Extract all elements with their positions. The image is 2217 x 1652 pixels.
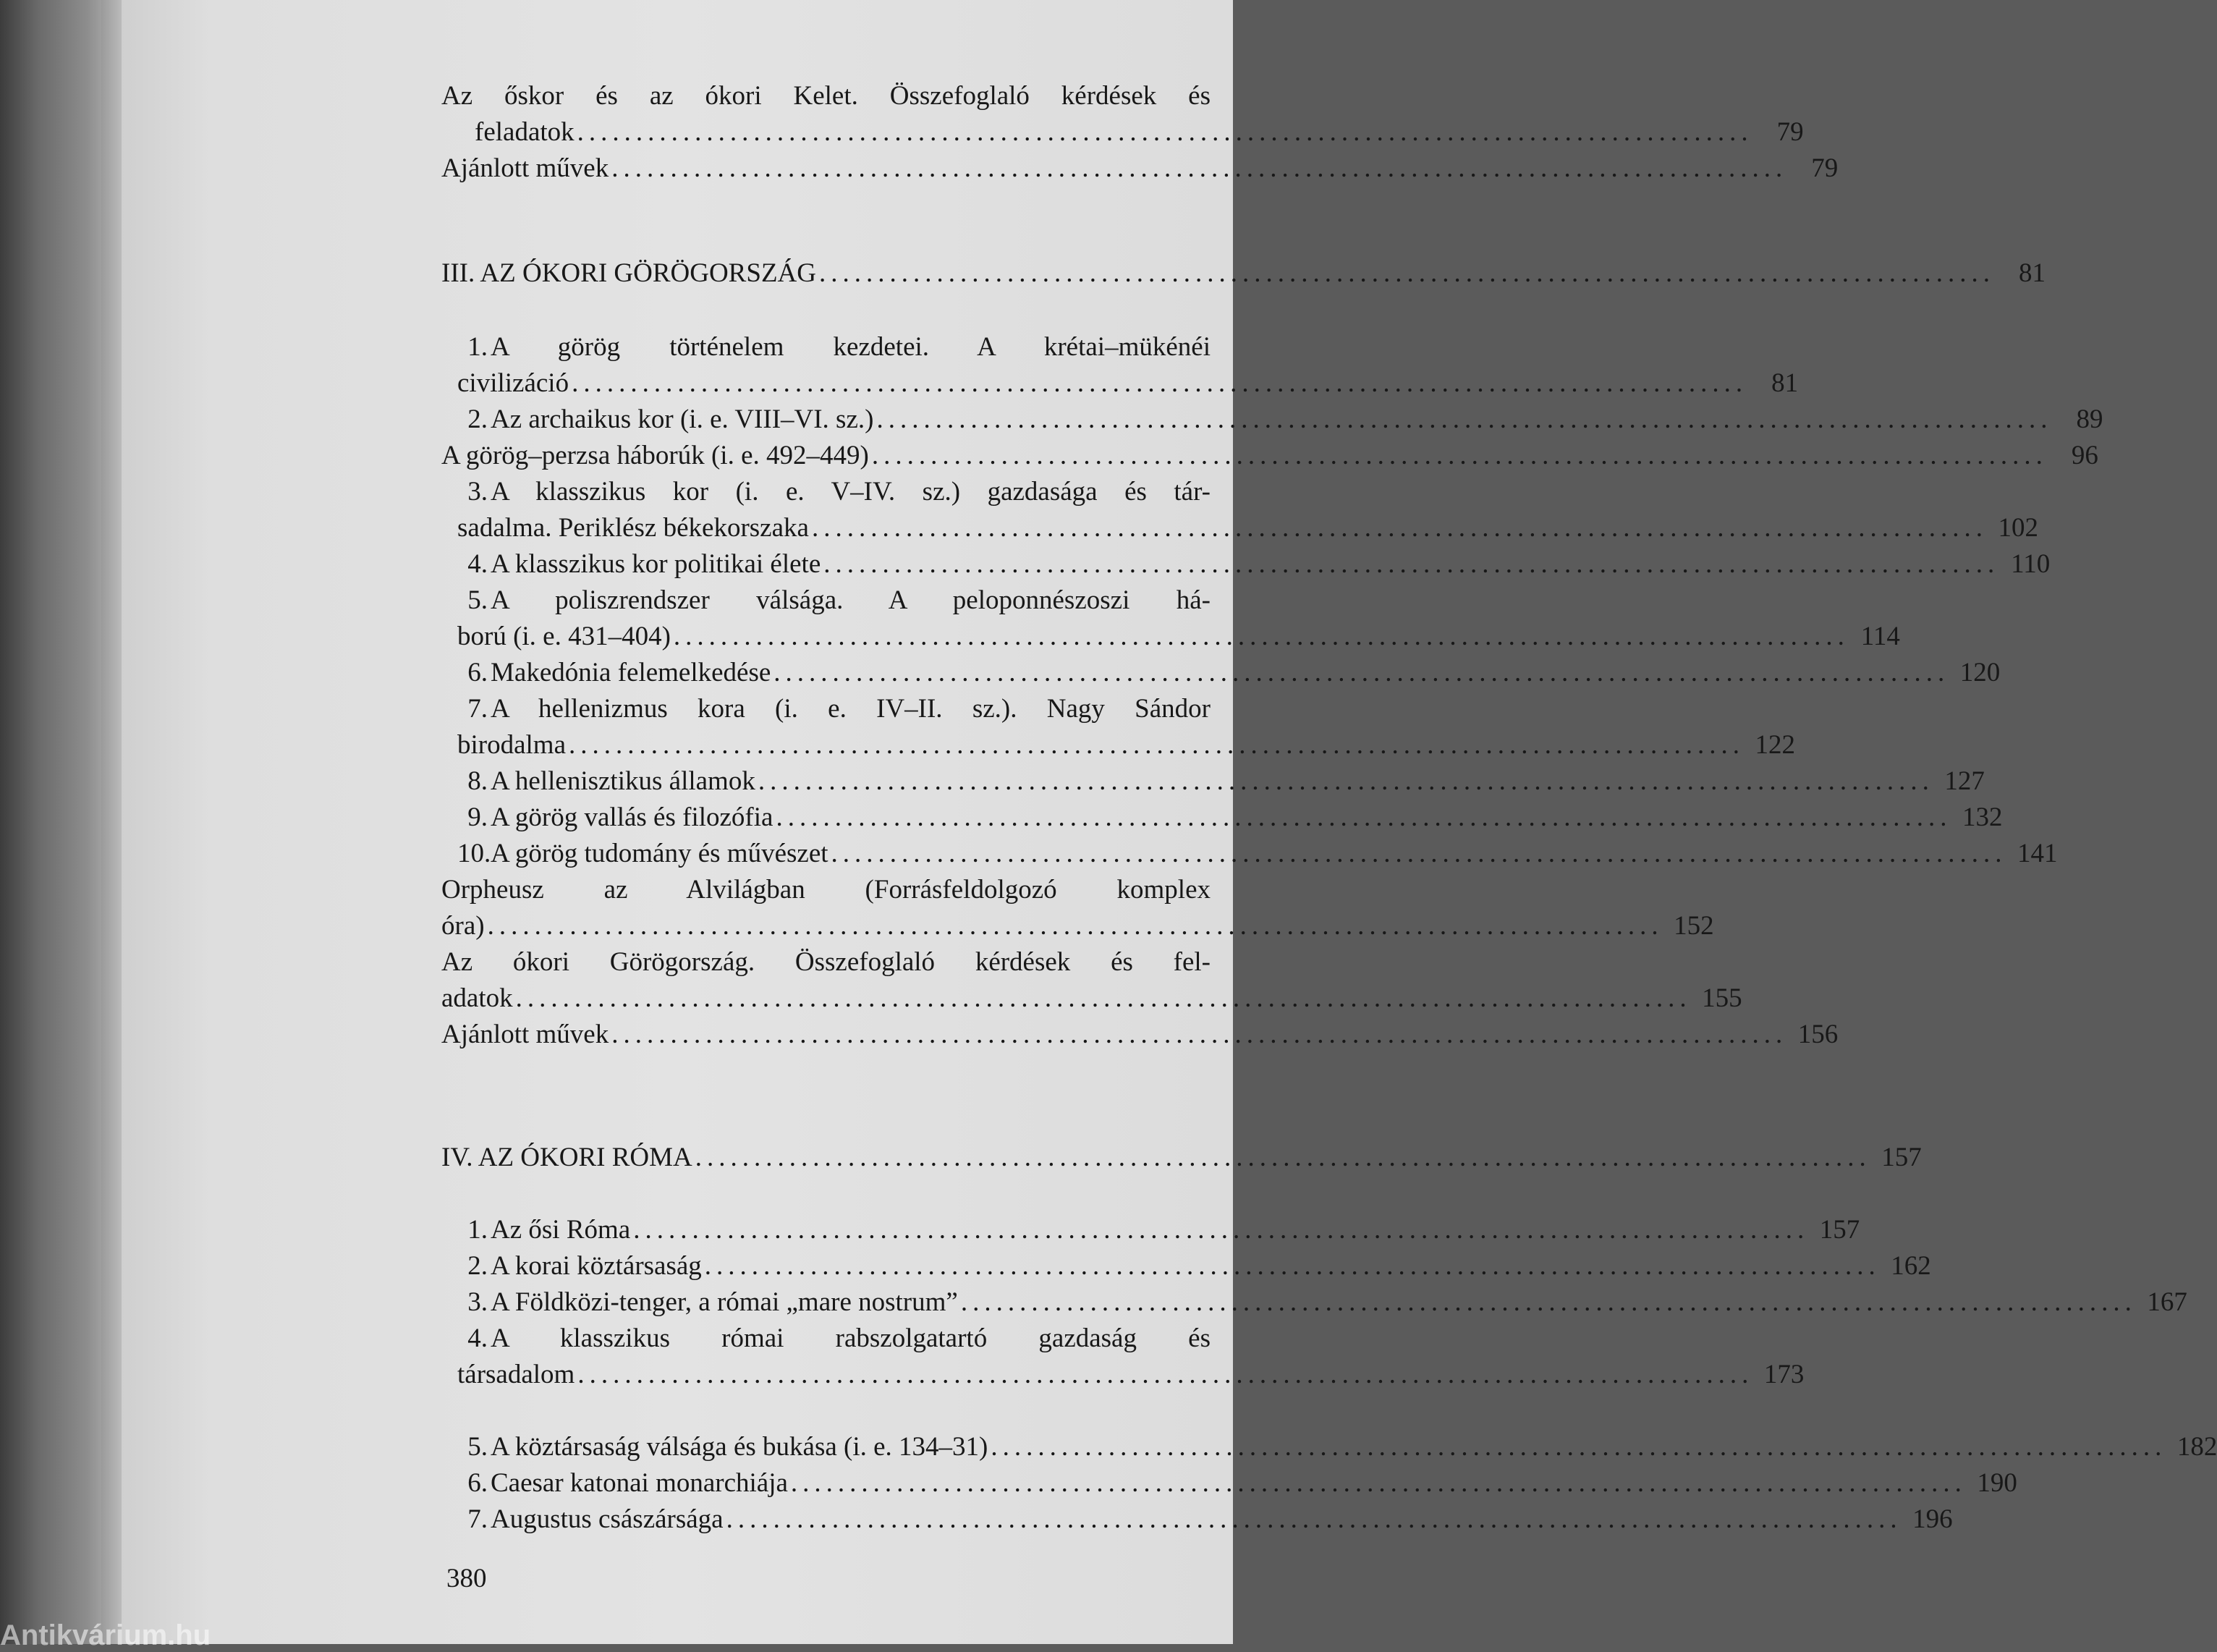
toc-entry-number: 5. bbox=[467, 1432, 488, 1462]
toc-entry bbox=[441, 655, 2001, 691]
toc-entry-number: 3. bbox=[467, 477, 488, 507]
toc-entry-title: civilizáció bbox=[457, 368, 569, 398]
toc-entry-title: birodalma bbox=[457, 730, 567, 760]
toc-entry-title: A görög tudomány és művészet bbox=[491, 839, 828, 868]
toc-entry-title: feladatok bbox=[475, 117, 575, 147]
toc-entry bbox=[441, 438, 2098, 474]
toc-section-3-entries bbox=[441, 329, 2103, 1053]
toc-page-number: 162 bbox=[1891, 1251, 1931, 1281]
toc-page-number: 114 bbox=[1860, 622, 1900, 651]
toc-page-number: 141 bbox=[2017, 839, 2058, 868]
toc-entry-title: A görög történelem kezdetei. A krétai–mükénéi bbox=[491, 332, 1211, 362]
toc-entry bbox=[441, 872, 1211, 908]
toc-entry-title: Caesar katonai monarchiája bbox=[491, 1468, 788, 1498]
section-heading-3 bbox=[441, 255, 2046, 292]
leader-dots: .................................................................................................... bbox=[726, 1504, 1902, 1534]
toc-entry bbox=[441, 800, 2003, 836]
toc-entry-continuation bbox=[441, 908, 1714, 944]
toc-page-number: 157 bbox=[1819, 1215, 1860, 1245]
toc-entry bbox=[441, 1321, 1211, 1357]
toc-entry-title: Az ókori Görögország. Összefoglaló kérdések és fel- bbox=[441, 947, 1211, 977]
leader-dots: .................................................................................................... bbox=[577, 1360, 1754, 1389]
toc-entry bbox=[441, 836, 2058, 872]
toc-entry-number: 2. bbox=[467, 1251, 488, 1281]
toc-entry bbox=[441, 1248, 1931, 1284]
toc-page-number: 182 bbox=[2176, 1432, 2217, 1462]
toc-entry-title: Orpheusz az Alvilágban (Forrásfeldolgozó komplex bbox=[441, 875, 1211, 905]
book-spine-edge bbox=[0, 0, 109, 1644]
toc-entry bbox=[441, 78, 1211, 114]
toc-page-number: 127 bbox=[1944, 766, 1985, 796]
toc-entry-number: 4. bbox=[467, 1323, 488, 1353]
toc-entry-title: Az archaikus kor (i. e. VIII–VI. sz.) bbox=[491, 404, 874, 434]
toc-page-number: 122 bbox=[1755, 730, 1796, 760]
toc-entry-number: 1. bbox=[467, 332, 488, 362]
toc-entry-title: A poliszrendszer válsága. A peloponnészoszi há- bbox=[491, 585, 1211, 615]
toc-page-number: 81 bbox=[2018, 258, 2046, 288]
toc-entry bbox=[441, 691, 1211, 727]
toc-entry bbox=[441, 1429, 2217, 1465]
toc-page-number: 156 bbox=[1797, 1020, 1839, 1049]
toc-entry-number: 7. bbox=[467, 694, 488, 724]
toc-page-number: 89 bbox=[2076, 404, 2103, 434]
toc-entry bbox=[441, 1465, 2017, 1501]
toc-page-number: 157 bbox=[1881, 1143, 1922, 1172]
toc-entry-title: ború (i. e. 431–404) bbox=[457, 622, 671, 651]
toc-entry-number: 8. bbox=[467, 766, 488, 796]
leader-dots: .................................................................................................... bbox=[487, 911, 1663, 941]
toc-entry bbox=[441, 402, 2103, 438]
toc-heading-row bbox=[441, 1140, 1922, 1176]
toc-entry-number: 9. bbox=[467, 802, 488, 832]
leader-dots: .................................................................................................... bbox=[633, 1215, 1810, 1245]
leader-dots: .................................................................................................... bbox=[960, 1287, 2137, 1317]
toc-entry bbox=[441, 1501, 1953, 1538]
toc-entry-continuation bbox=[441, 365, 1799, 402]
toc-page-number: 79 bbox=[1811, 153, 1839, 183]
toc-entry-number: 10. bbox=[457, 839, 491, 868]
toc-block-section2-tail bbox=[441, 78, 1839, 187]
leader-dots: .................................................................................................... bbox=[572, 368, 1748, 398]
toc-entry-continuation bbox=[441, 510, 2038, 546]
toc-entry-title: társadalom bbox=[457, 1360, 575, 1389]
toc-page-number: 120 bbox=[1959, 658, 2001, 687]
toc-entry-number: 3. bbox=[467, 1287, 488, 1317]
toc-entry-continuation bbox=[441, 619, 1900, 655]
leader-dots: .................................................................................................... bbox=[823, 549, 2000, 579]
toc-entry-number: 5. bbox=[467, 585, 488, 615]
toc-entry-title: Ajánlott művek bbox=[441, 1020, 609, 1049]
toc-entry-continuation bbox=[441, 1357, 1805, 1393]
leader-dots: .................................................................................................... bbox=[776, 802, 1952, 832]
section-title: III. AZ ÓKORI GÖRÖGORSZÁG bbox=[441, 258, 816, 288]
toc-entry-continuation bbox=[441, 114, 1804, 151]
toc-entry-title: A hellenisztikus államok bbox=[491, 766, 755, 796]
toc-page-number: 79 bbox=[1776, 117, 1804, 147]
toc-entry-number: 7. bbox=[467, 1504, 488, 1534]
leader-dots: .................................................................................................... bbox=[704, 1251, 1881, 1281]
toc-section-4-entries-b bbox=[441, 1429, 2217, 1538]
toc-entry-title: Makedónia felemelkedése bbox=[491, 658, 771, 687]
toc-page-number: 155 bbox=[1702, 983, 1742, 1013]
toc-entry-title: sadalma. Periklész békekorszaka bbox=[457, 513, 809, 543]
toc-entry-title: A görög vallás és filozófia bbox=[491, 802, 773, 832]
toc-heading-row bbox=[441, 255, 2046, 292]
toc-entry-title: adatok bbox=[441, 983, 513, 1013]
toc-entry bbox=[441, 474, 1211, 510]
leader-dots: .................................................................................................... bbox=[577, 117, 1753, 147]
toc-entry-continuation bbox=[441, 980, 1742, 1017]
leader-dots: .................................................................................................... bbox=[758, 766, 1934, 796]
toc-page-number: 167 bbox=[2147, 1287, 2187, 1317]
leader-dots: .................................................................................................... bbox=[773, 658, 1950, 687]
toc-entry-title: A klasszikus kor politikai élete bbox=[491, 549, 821, 579]
toc-entry bbox=[441, 151, 1839, 187]
toc-page-number: 102 bbox=[1998, 513, 2038, 543]
toc-entry-title: óra) bbox=[441, 911, 485, 941]
leader-dots: .................................................................................................... bbox=[673, 622, 1849, 651]
toc-page-number: 152 bbox=[1674, 911, 1714, 941]
toc-entry-continuation bbox=[441, 727, 1796, 763]
toc-entry-number: 2. bbox=[467, 404, 488, 434]
toc-page-number: 110 bbox=[2011, 549, 2051, 579]
leader-dots: .................................................................................................... bbox=[876, 404, 2053, 434]
toc-entry-title: Az őskor és az ókori Kelet. Összefoglaló kérdések és bbox=[441, 81, 1211, 111]
leader-dots: .................................................................................................... bbox=[611, 1020, 1788, 1049]
toc-entry bbox=[441, 944, 1211, 980]
toc-page-number: 190 bbox=[1977, 1468, 2017, 1498]
toc-entry-title: A klasszikus római rabszolgatartó gazdaság és bbox=[491, 1323, 1211, 1353]
page-number-folio: 380 bbox=[446, 1564, 487, 1593]
section-title: IV. AZ ÓKORI RÓMA bbox=[441, 1143, 692, 1172]
toc-page-number: 196 bbox=[1912, 1504, 1953, 1534]
toc-entry-title: Az ősi Róma bbox=[491, 1215, 631, 1245]
leader-dots: .................................................................................................... bbox=[569, 730, 1745, 760]
toc-entry-title: A korai köztársaság bbox=[491, 1251, 702, 1281]
toc-page-number: 96 bbox=[2071, 441, 2098, 470]
toc-entry-title: Augustus császársága bbox=[491, 1504, 724, 1534]
toc-page-number: 173 bbox=[1763, 1360, 1805, 1389]
toc-page-number: 81 bbox=[1771, 368, 1799, 398]
toc-page-number: 132 bbox=[1962, 802, 2003, 832]
toc-entry-number: 4. bbox=[467, 549, 488, 579]
leader-dots: .................................................................................................... bbox=[991, 1432, 2167, 1462]
toc-entry-title: A Földközi-tenger, a római „mare nostrum” bbox=[491, 1287, 958, 1317]
watermark: Antikvárium.hu bbox=[0, 1619, 211, 1651]
toc-entry-title: Ajánlott művek bbox=[441, 153, 609, 183]
toc-entry bbox=[441, 583, 1211, 619]
leader-dots: .................................................................................................... bbox=[831, 839, 2007, 868]
toc-entry-number: 1. bbox=[467, 1215, 488, 1245]
toc-entry bbox=[441, 1017, 1839, 1053]
toc-entry-number: 6. bbox=[467, 1468, 488, 1498]
leader-dots: .................................................................................................... bbox=[515, 983, 1692, 1013]
leader-dots: .................................................................................................... bbox=[695, 1143, 1871, 1172]
toc-entry-title: A köztársaság válsága és bukása (i. e. 134–31) bbox=[491, 1432, 988, 1462]
section-heading-4 bbox=[441, 1140, 1922, 1176]
leader-dots: .................................................................................................... bbox=[818, 258, 1995, 288]
toc-entry bbox=[441, 1284, 2187, 1321]
toc-entry bbox=[441, 1212, 1860, 1248]
toc-entry bbox=[441, 546, 2051, 583]
leader-dots: .................................................................................................... bbox=[611, 153, 1788, 183]
leader-dots: .................................................................................................... bbox=[790, 1468, 1967, 1498]
toc-entry-title: A görög–perzsa háborúk (i. e. 492–449) bbox=[441, 441, 869, 470]
leader-dots: .................................................................................................... bbox=[871, 441, 2048, 470]
toc-section-4-entries-a bbox=[441, 1212, 2187, 1393]
toc-entry-title: A hellenizmus kora (i. e. IV–II. sz.). Nagy Sándor bbox=[491, 694, 1211, 724]
toc-entry-number: 6. bbox=[467, 658, 488, 687]
toc-entry-title: A klasszikus kor (i. e. V–IV. sz.) gazdasága és tár- bbox=[491, 477, 1211, 507]
toc-entry bbox=[441, 763, 1985, 800]
leader-dots: .................................................................................................... bbox=[811, 513, 1988, 543]
toc-entry bbox=[441, 329, 1211, 365]
